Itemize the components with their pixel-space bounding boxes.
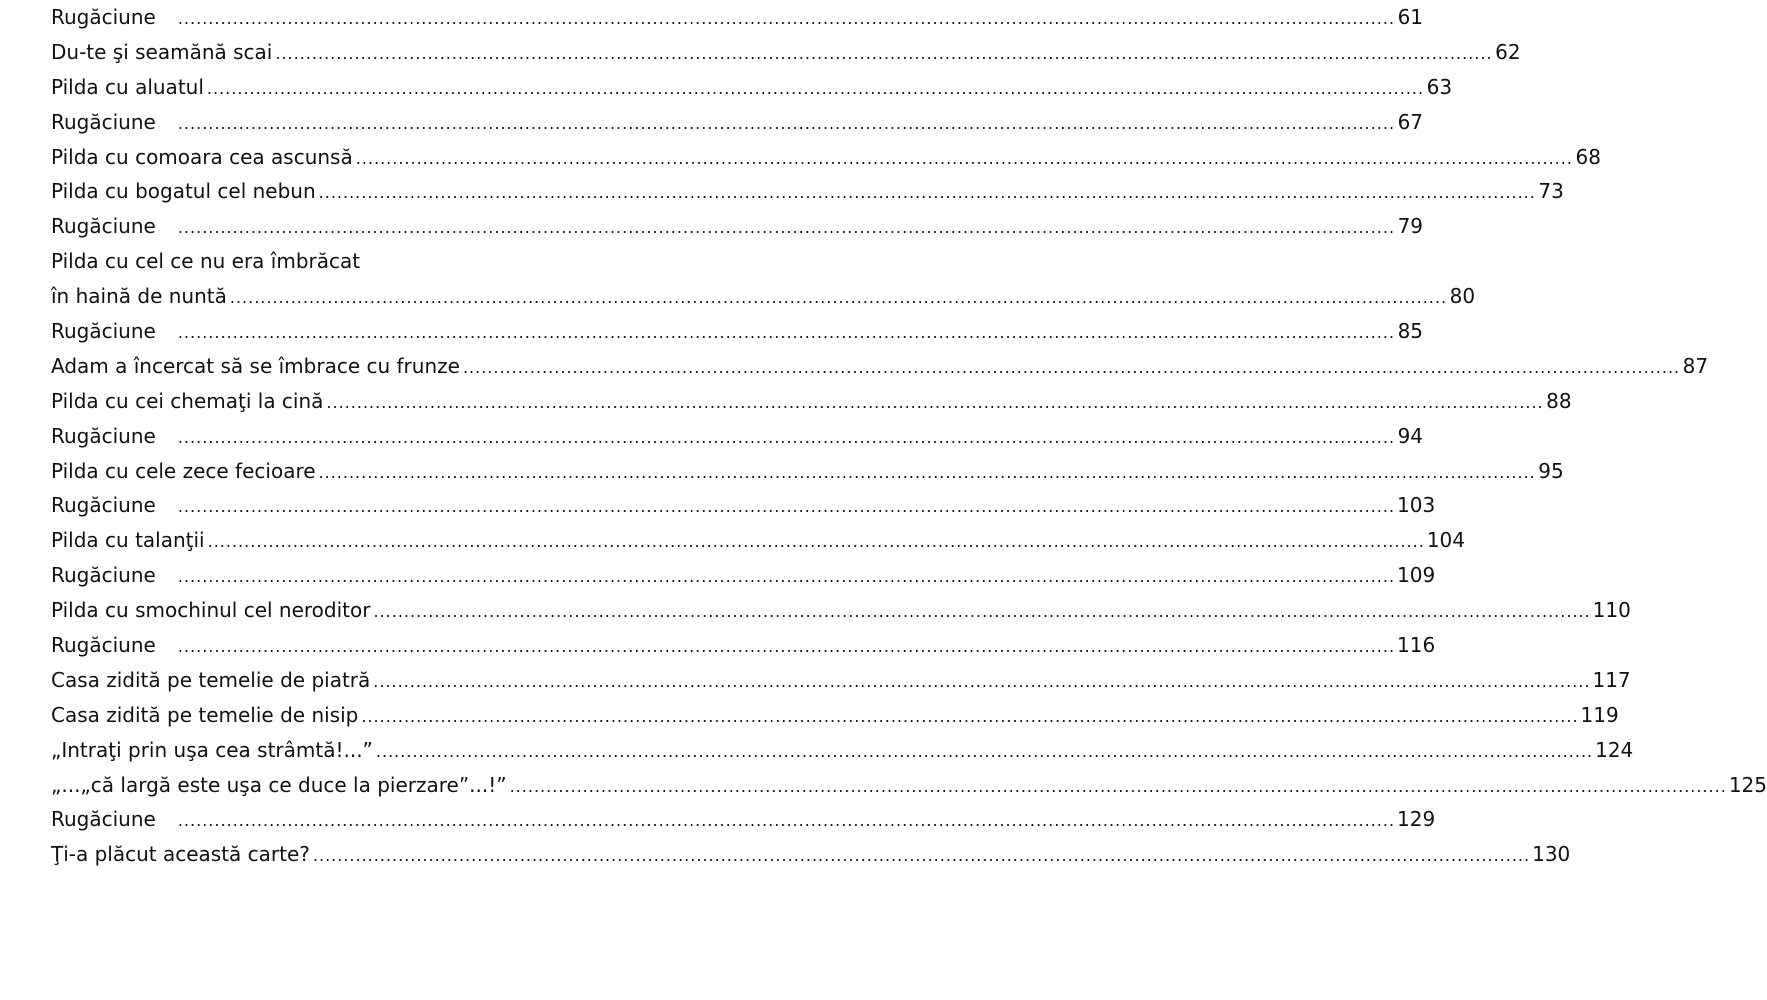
toc-dot-leader: ........................................................................................................................................................................................................ <box>361 706 1579 726</box>
toc-dot-leader: ........................................................................................................................................................................................................ <box>373 602 1591 622</box>
toc-dot-leader: ........................................................................................................................................................................................................ <box>355 148 1573 168</box>
toc-dot-leader: ........................................................................................................................................................................................................ <box>312 846 1531 866</box>
toc-dot-leader: ........................................................................................................................................................................................................ <box>207 532 1425 552</box>
toc-entry[interactable] <box>51 628 1436 663</box>
toc-entry-title: Pilda cu smochinul cel neroditor <box>51 598 371 623</box>
toc-dot-leader: ........................................................................................................................................................................................................ <box>373 671 1591 691</box>
toc-entry-title: Casa zidită pe temelie de piatră <box>51 667 371 692</box>
toc-entry-page: 80 <box>1449 284 1476 309</box>
toc-entry-title: Rugăciune <box>51 5 156 29</box>
toc-entry[interactable] <box>51 384 1572 419</box>
toc-entry[interactable] <box>51 593 1631 628</box>
toc-entry[interactable] <box>51 279 1476 314</box>
toc-entry-page: 110 <box>1592 598 1631 623</box>
toc-dot-leader: ........................................................................................................................................................................................................ <box>177 323 1396 343</box>
toc-entry-title: Rugăciune <box>51 493 156 518</box>
toc-entry[interactable] <box>51 209 1424 244</box>
toc-entry-title: Rugăciune <box>51 633 156 658</box>
toc-entry-page: 67 <box>1397 109 1424 134</box>
toc-entry[interactable] <box>51 419 1424 454</box>
toc-entry-title: Pilda cu cele zece fecioare <box>51 458 316 483</box>
toc-entry-page: 129 <box>1397 807 1436 832</box>
toc-entry-page: 73 <box>1538 179 1564 204</box>
toc-entry[interactable] <box>51 802 1436 837</box>
toc-dot-leader: ........................................................................................................................................................................................................ <box>229 288 1448 308</box>
toc-entry-title: Rugăciune <box>51 319 156 344</box>
toc-entry-page: 61 <box>1397 5 1424 29</box>
toc-entry-page: 63 <box>1426 74 1453 99</box>
toc-dot-leader: ........................................................................................................................................................................................................ <box>177 113 1396 133</box>
toc-dot-leader: ........................................................................................................................................................................................................ <box>375 741 1594 761</box>
toc-entry[interactable] <box>51 140 1601 175</box>
toc-entry-title: Pilda cu bogatul cel nebun <box>51 179 316 204</box>
toc-entry-page: 104 <box>1426 528 1465 553</box>
toc-entry[interactable] <box>51 70 1453 105</box>
toc-dot-leader: ........................................................................................................................................................................................................ <box>318 183 1536 203</box>
toc-entry-page: 130 <box>1532 842 1571 867</box>
toc-entry-page: 79 <box>1397 214 1424 239</box>
toc-entry[interactable] <box>51 0 1424 35</box>
toc-entry[interactable] <box>51 314 1424 349</box>
toc-entry[interactable] <box>51 558 1436 593</box>
toc-entry-title: Pilda cu talanţii <box>51 528 205 553</box>
toc-entry[interactable] <box>51 174 1564 209</box>
toc-entry-title: Pilda cu cel ce nu era îmbrăcat <box>51 249 361 274</box>
toc-entry-page: 103 <box>1397 493 1436 518</box>
toc-entry-page: 116 <box>1397 633 1436 658</box>
toc-entry-page: 95 <box>1538 458 1564 483</box>
toc-dot-leader: ........................................................................................................................................................................................................ <box>177 637 1396 657</box>
toc-dot-leader: ........................................................................................................................................................................................................ <box>177 218 1396 238</box>
toc-entry-page: 124 <box>1595 737 1634 762</box>
toc-entry[interactable] <box>51 35 1521 70</box>
toc-entry[interactable] <box>51 488 1436 523</box>
toc-entry-first-line[interactable] <box>51 244 585 279</box>
toc-entry-title: Rugăciune <box>51 214 156 239</box>
toc-dot-leader: ........................................................................................................................................................................................................ <box>326 392 1544 412</box>
toc-entry-title: Rugăciune <box>51 109 156 134</box>
toc-entry[interactable] <box>51 454 1564 489</box>
toc-dot-leader: ........................................................................................................................................................................................................ <box>177 497 1396 517</box>
toc-dot-leader: ........................................................................................................................................................................................................ <box>177 9 1396 28</box>
toc-entry-title: în haină de nuntă <box>51 284 227 309</box>
toc-entry[interactable] <box>51 663 1631 698</box>
toc-dot-leader: ........................................................................................................................................................................................................ <box>275 43 1493 63</box>
toc-entry-page: 88 <box>1546 388 1572 413</box>
toc-entry[interactable] <box>51 349 1709 384</box>
toc-dot-leader: ........................................................................................................................................................................................................ <box>318 462 1536 482</box>
toc-entry-title: Pilda cu comoara cea ascunsă <box>51 144 353 169</box>
toc-entry[interactable] <box>51 523 1465 558</box>
toc-dot-leader: ........................................................................................................................................................................................................ <box>509 776 1727 796</box>
toc-entry-page: 109 <box>1397 563 1436 588</box>
toc-entry-page: 68 <box>1575 144 1601 169</box>
toc-dot-leader: ........................................................................................................................................................................................................ <box>177 567 1396 587</box>
toc-entry-title: Pilda cu aluatul <box>51 74 204 99</box>
toc-entry[interactable] <box>51 768 1767 803</box>
toc-entry-page: 119 <box>1580 702 1619 727</box>
toc-dot-leader: ........................................................................................................................................................................................................ <box>177 427 1396 447</box>
toc-entry-page: 62 <box>1495 39 1521 64</box>
toc-entry[interactable] <box>51 837 1571 872</box>
toc-entry-title: Adam a încercat să se îmbrace cu frunze <box>51 353 460 378</box>
toc-entry-title: Rugăciune <box>51 423 156 448</box>
toc-entry-page: 117 <box>1592 667 1631 692</box>
toc-entry-title: Rugăciune <box>51 807 156 832</box>
toc-dot-leader: ........................................................................................................................................................................................................ <box>177 811 1396 831</box>
toc-entry-title: Ţi-a plăcut această carte? <box>51 842 310 867</box>
toc-entry-title: Rugăciune <box>51 563 156 588</box>
toc-dot-leader: ........................................................................................................................................................................................................ <box>462 357 1681 377</box>
toc-entry-title: „...„că largă este uşa ce duce la pierzare”...!” <box>51 772 507 797</box>
toc-entry[interactable] <box>51 698 1619 733</box>
toc-entry-title: Casa zidită pe temelie de nisip <box>51 702 359 727</box>
table-of-contents <box>51 0 1767 872</box>
toc-entry-page: 85 <box>1397 319 1424 344</box>
toc-entry-page: 125 <box>1728 772 1767 797</box>
toc-entry-page: 87 <box>1682 353 1709 378</box>
toc-entry[interactable] <box>51 733 1634 768</box>
toc-entry-title: „Intraţi prin uşa cea strâmtă!...” <box>51 737 373 762</box>
toc-entry-title: Pilda cu cei chemaţi la cină <box>51 388 324 413</box>
toc-dot-leader: ........................................................................................................................................................................................................ <box>206 78 1425 98</box>
toc-entry-title: Du-te şi seamănă scai <box>51 39 273 64</box>
toc-entry-page: 94 <box>1397 423 1424 448</box>
toc-entry[interactable] <box>51 105 1424 140</box>
